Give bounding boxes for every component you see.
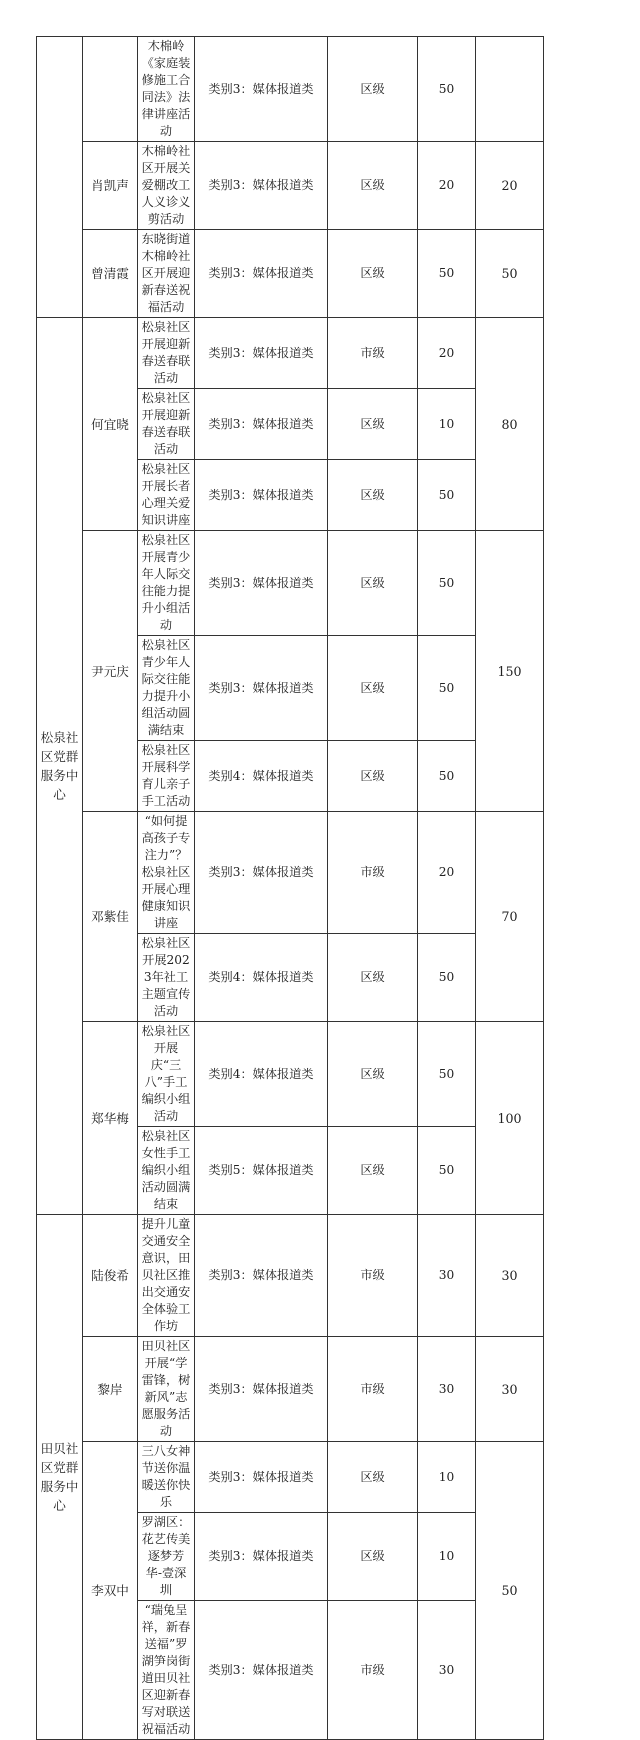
score-cell: 50: [418, 531, 476, 636]
category-cell: 类别3：媒体报道类: [195, 1215, 328, 1337]
level-cell: 市级: [328, 812, 418, 934]
category-cell: 类别3：媒体报道类: [195, 1601, 328, 1740]
activity-cell: 木棉岭《家庭装修施工合同法》法律讲座活动: [138, 37, 195, 142]
score-cell: 10: [418, 1442, 476, 1513]
category-cell: 类别3：媒体报道类: [195, 1442, 328, 1513]
level-cell: 区级: [328, 230, 418, 318]
level-cell: 区级: [328, 1442, 418, 1513]
org-cell: [37, 37, 83, 318]
category-cell: 类别3：媒体报道类: [195, 636, 328, 741]
total-score-cell: 70: [476, 812, 544, 1022]
level-cell: 区级: [328, 1513, 418, 1601]
activity-cell: 木棉岭社区开展关爱棚改工人义诊义剪活动: [138, 142, 195, 230]
category-cell: 类别4：媒体报道类: [195, 741, 328, 812]
category-cell: 类别3：媒体报道类: [195, 531, 328, 636]
activity-cell: 松泉社区女性手工编织小组活动圆满结束: [138, 1127, 195, 1215]
level-cell: 市级: [328, 1215, 418, 1337]
activity-cell: 松泉社区开展庆“三八”手工编织小组活动: [138, 1022, 195, 1127]
total-score-cell: [476, 37, 544, 142]
score-cell: 20: [418, 142, 476, 230]
category-cell: 类别3：媒体报道类: [195, 230, 328, 318]
person-name-cell: 尹元庆: [83, 531, 138, 812]
score-cell: 50: [418, 636, 476, 741]
person-name-cell: 邓紫佳: [83, 812, 138, 1022]
category-cell: 类别3：媒体报道类: [195, 1337, 328, 1442]
activity-cell: 松泉社区开展迎新春送春联活动: [138, 318, 195, 389]
activity-cell: 三八女神节送你温暖送你快乐: [138, 1442, 195, 1513]
activity-cell: 松泉社区青少年人际交往能力提升小组活动圆满结束: [138, 636, 195, 741]
category-cell: 类别3：媒体报道类: [195, 812, 328, 934]
activity-cell: 提升儿童交通安全意识，田贝社区推出交通安全体验工作坊: [138, 1215, 195, 1337]
score-cell: 30: [418, 1215, 476, 1337]
total-score-cell: 50: [476, 230, 544, 318]
total-score-cell: 150: [476, 531, 544, 812]
level-cell: 市级: [328, 1601, 418, 1740]
activity-cell: “如何提高孩子专注力”？ 松泉社区开展心理健康知识讲座: [138, 812, 195, 934]
total-score-cell: 50: [476, 1442, 544, 1740]
org-cell: 田贝社区党群服务中心: [37, 1215, 83, 1740]
category-cell: 类别3：媒体报道类: [195, 389, 328, 460]
org-cell: 松泉社区党群服务中心: [37, 318, 83, 1215]
score-cell: 50: [418, 934, 476, 1022]
category-cell: 类别4：媒体报道类: [195, 934, 328, 1022]
score-cell: 20: [418, 812, 476, 934]
score-cell: 50: [418, 460, 476, 531]
level-cell: 区级: [328, 636, 418, 741]
activity-cell: 松泉社区开展迎新春送春联活动: [138, 389, 195, 460]
category-cell: 类别4：媒体报道类: [195, 1022, 328, 1127]
table-row: [37, 37, 605, 142]
table-row: [37, 142, 605, 230]
score-cell: 50: [418, 230, 476, 318]
score-cell: 50: [418, 1022, 476, 1127]
activity-cell: 松泉社区开展2023年社工主题宣传活动: [138, 934, 195, 1022]
total-score-cell: 30: [476, 1337, 544, 1442]
score-cell: 30: [418, 1601, 476, 1740]
table-row: [37, 1337, 605, 1442]
score-cell: 10: [418, 389, 476, 460]
person-name-cell: 肖凯声: [83, 142, 138, 230]
person-name-cell: [83, 37, 138, 142]
category-cell: 类别5：媒体报道类: [195, 1127, 328, 1215]
level-cell: 区级: [328, 142, 418, 230]
level-cell: 区级: [328, 37, 418, 142]
category-cell: 类别3：媒体报道类: [195, 142, 328, 230]
activity-cell: 松泉社区开展长者心理关爱知识讲座: [138, 460, 195, 531]
table-row: [37, 318, 605, 389]
category-cell: 类别3：媒体报道类: [195, 318, 328, 389]
level-cell: 区级: [328, 1022, 418, 1127]
level-cell: 区级: [328, 934, 418, 1022]
total-score-cell: 20: [476, 142, 544, 230]
level-cell: 区级: [328, 741, 418, 812]
table-row: [37, 812, 605, 934]
table-body: [37, 37, 605, 1740]
table-row: [37, 1442, 605, 1513]
total-score-cell: 30: [476, 1215, 544, 1337]
activity-cell: 罗湖区：花艺传美 逐梦芳华-壹深圳: [138, 1513, 195, 1601]
level-cell: 市级: [328, 1337, 418, 1442]
activity-cell: 东晓街道木棉岭社区开展迎新春送祝福活动: [138, 230, 195, 318]
category-cell: 类别3：媒体报道类: [195, 37, 328, 142]
person-name-cell: 曾清霞: [83, 230, 138, 318]
table-row: [37, 230, 605, 318]
person-name-cell: 何宜晓: [83, 318, 138, 531]
category-cell: 类别3：媒体报道类: [195, 1513, 328, 1601]
level-cell: 区级: [328, 460, 418, 531]
activity-score-table: [36, 36, 605, 1740]
score-cell: 50: [418, 37, 476, 142]
person-name-cell: 郑华梅: [83, 1022, 138, 1215]
total-score-cell: 100: [476, 1022, 544, 1215]
level-cell: 区级: [328, 389, 418, 460]
level-cell: 区级: [328, 1127, 418, 1215]
table-row: [37, 531, 605, 636]
activity-cell: “瑞兔呈祥，新春送福”罗湖笋岗街道田贝社区迎新春写对联送祝福活动: [138, 1601, 195, 1740]
activity-cell: 松泉社区开展科学育儿亲子手工活动: [138, 741, 195, 812]
table-row: [37, 1022, 605, 1127]
activity-cell: 田贝社区开展“学雷锋，树新风”志愿服务活动: [138, 1337, 195, 1442]
score-cell: 30: [418, 1337, 476, 1442]
activity-cell: 松泉社区开展青少年人际交往能力提升小组活动: [138, 531, 195, 636]
score-cell: 10: [418, 1513, 476, 1601]
person-name-cell: 李双中: [83, 1442, 138, 1740]
score-cell: 20: [418, 318, 476, 389]
person-name-cell: 陆俊希: [83, 1215, 138, 1337]
score-cell: 50: [418, 1127, 476, 1215]
score-cell: 50: [418, 741, 476, 812]
table-row: [37, 1215, 605, 1337]
person-name-cell: 黎岸: [83, 1337, 138, 1442]
total-score-cell: 80: [476, 318, 544, 531]
category-cell: 类别3：媒体报道类: [195, 460, 328, 531]
level-cell: 区级: [328, 531, 418, 636]
level-cell: 市级: [328, 318, 418, 389]
